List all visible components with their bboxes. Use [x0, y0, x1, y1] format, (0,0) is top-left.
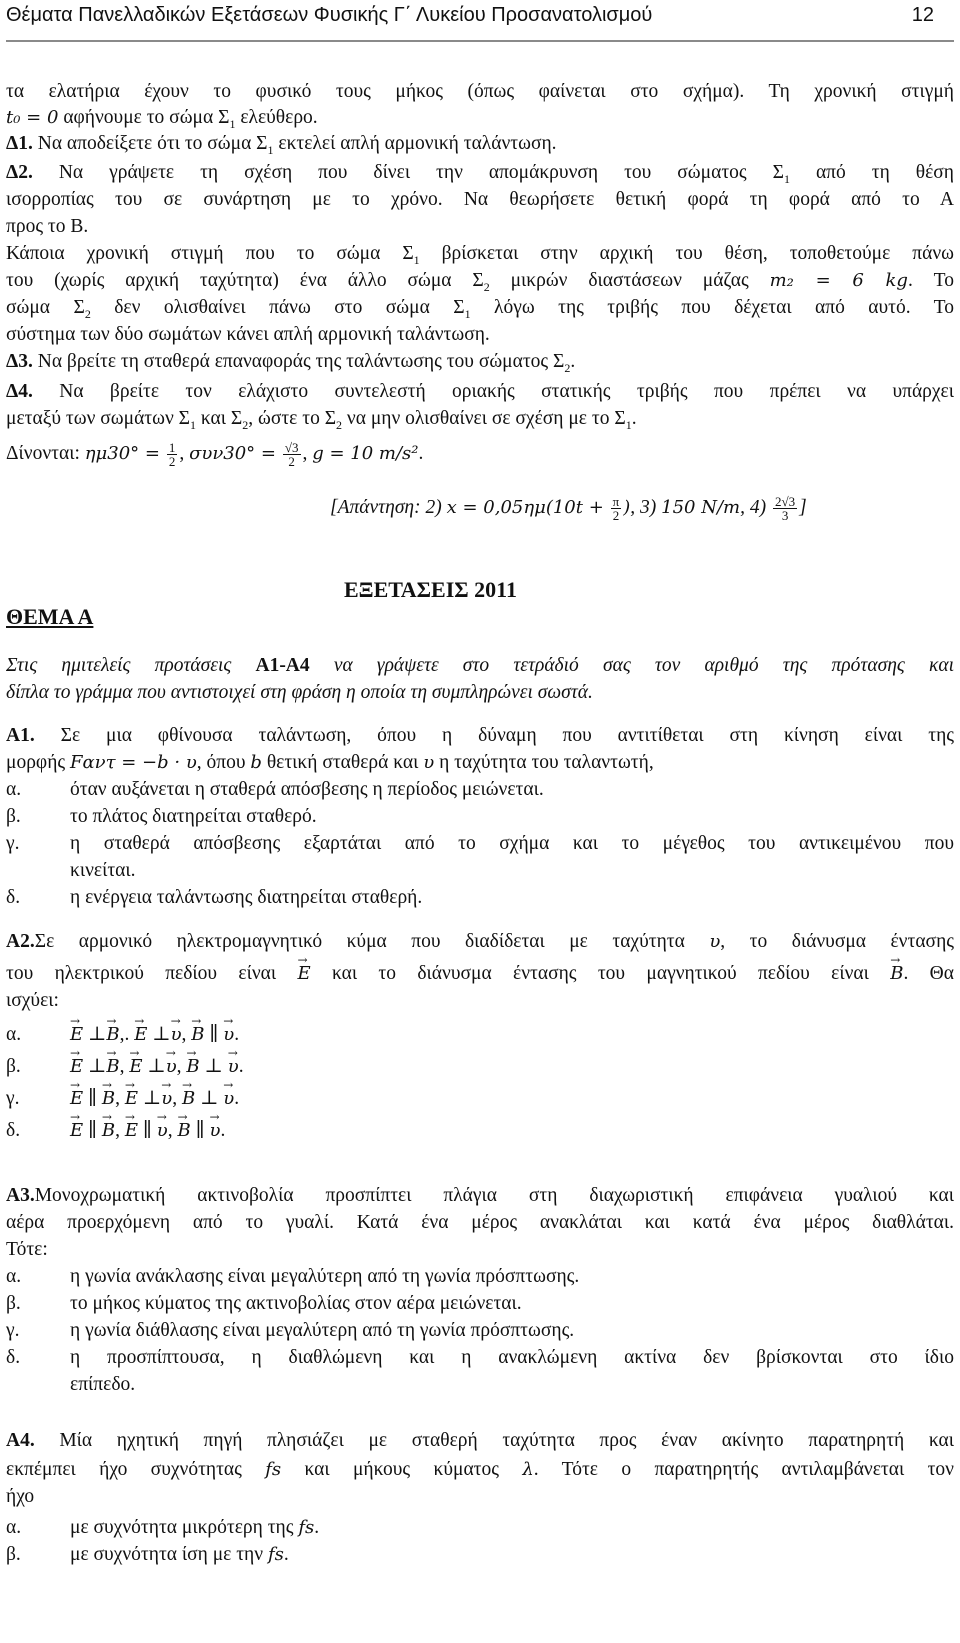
option-a1-a: α. όταν αυξάνεται η σταθερά απόσβεσης η περίοδος μειώνεται.: [6, 779, 544, 800]
fraction: $\frac{\pi}{2}$: [612, 494, 620, 524]
given-line: Δίνονται: ημ30° = $\frac{1}{2}$ , συν30° = $\frac{√3}{2}$ , g = 10 m/s².: [6, 440, 424, 470]
text-line: ήχο: [6, 1486, 35, 1507]
intro-line: δίπλα το γράμμα που αντιστοιχεί στη φράση η οποία τη συμπληρώνει σωστά.: [6, 682, 593, 703]
option-a1-c-cont: κινείται.: [70, 860, 136, 881]
text-line: μεταξύ των σωμάτων $\Sigma_1$ και $\Sigma_2$, ώστε το $\Sigma_2$ να μην ολισθαίνει σε σχέση με το $\Sigma_1$.: [6, 408, 637, 432]
question-a4: Α4. Μία ηχητική πηγή πλησιάζει με σταθερή ταχύτητα προς έναν ακίνητο παρατηρητή και: [6, 1430, 954, 1451]
fraction: $\frac{√3}{2}$: [284, 440, 299, 470]
text-line: Τότε:: [6, 1239, 48, 1260]
text-line: t₀ = 0 αφήνουμε το σώμα $\Sigma_1$ ελεύθερο.: [6, 107, 318, 131]
page-header: [6, 0, 954, 42]
option-a3-c: γ. η γωνία διάθλασης είναι μεγαλύτερη από τη γωνία πρόσπτωσης.: [6, 1320, 575, 1341]
intro-line: Στις ημιτελείς προτάσεις Α1-Α4 να γράψετε στο τετράδιό σας τον αριθμό της πρότασης και: [6, 655, 954, 676]
fraction: $\frac{2√3}{3}$: [775, 494, 796, 524]
option-a1-d: δ. η ενέργεια ταλάντωσης διατηρείται σταθερή.: [6, 887, 423, 908]
text-line: ισχύει:: [6, 990, 59, 1011]
text-line: του ηλεκτρικού πεδίου είναι → E και το διάνυσμα έντασης του μαγνητικού πεδίου είναι → B. Θα: [6, 960, 954, 987]
option-a1-b: β. το πλάτος διατηρείται σταθερό.: [6, 806, 317, 827]
question-a1: Α1. Σε μια φθίνουσα ταλάντωση, όπου η δύναμη που αντιτίθεται στη κίνηση είναι της: [6, 725, 954, 746]
section-title: ΘΕΜΑ Α: [6, 604, 94, 629]
text-line: του (χωρίς αρχική ταχύτητα) ένα άλλο σώμα $\Sigma_2$ μικρών διαστάσεων μάζας m₂ = 6 kg. Το: [6, 270, 954, 294]
option-a1-c: γ. η σταθερά απόσβεσης εξαρτάται από το σχήμα και το μέγεθος του αντικειμένου που: [6, 833, 954, 854]
option-a2-b: β.→ E ⊥→ B, → E ⊥→ υ, → B ⊥ → υ.: [6, 1053, 954, 1080]
option-a3-b: β. το μήκος κύματος της ακτινοβολίας στον αέρα μειώνεται.: [6, 1293, 522, 1314]
text-line: μορφής Fαντ = −b · υ, όπου b θετική σταθερά και υ η ταχύτητα του ταλαντωτή,: [6, 752, 654, 773]
option-a3-a: α. η γωνία ανάκλασης είναι μεγαλύτερη από τη γωνία πρόσπτωσης.: [6, 1266, 580, 1287]
text-line: εκπέμπει ήχο συχνότητας fs και μήκους κύματος λ. Τότε ο παρατηρητής αντιλαμβάνεται τον: [6, 1459, 954, 1480]
text-line: τα ελατήρια έχουν το φυσικό τους μήκος (όπως φαίνεται στο σχήμα). Τη χρονική στιγμή: [6, 81, 954, 102]
text-line: αέρα προερχόμενη από το γυαλί. Κατά ένα μέρος ανακλάται και κατά ένα μέρος διαθλάται.: [6, 1212, 954, 1233]
question-d2: Δ2. Να γράψετε τη σχέση που δίνει την απομάκρυνση του σώματος $\Sigma_1$ από τη θέση: [6, 162, 954, 186]
text-line: σώμα $\Sigma_2$ δεν ολισθαίνει πάνω στο σώμα $\Sigma_1$ λόγω της τριβής που δέχεται από αυτό. Το: [6, 297, 954, 321]
option-a4-b: β. με συχνότητα ίση με την fs.: [6, 1544, 289, 1565]
option-a2-a: α.→ E ⊥→ B,. → E ⊥→ υ, → B ∥ → υ.: [6, 1021, 954, 1048]
text-line: σύστημα των δύο σωμάτων κάνει απλή αρμονική ταλάντωση.: [6, 324, 490, 345]
text-line: προς το Β.: [6, 216, 89, 237]
text-line: ισορροπίας του σε συνάρτηση με το χρόνο. Να θεωρήσετε θετική φορά τη φορά από το Α: [6, 189, 954, 210]
question-a2: Α2.Σε αρμονικό ηλεκτρομαγνητικό κύμα που διαδίδεται με ταχύτητα υ, το διάνυσμα έντασης: [6, 931, 954, 952]
page-number: 12: [911, 4, 934, 26]
question-d1: Δ1. Να αποδείξετε ότι το σώμα $\Sigma_1$ εκτελεί απλή αρμονική ταλάντωση.: [6, 133, 557, 157]
text-line: Κάποια χρονική στιγμή που το σώμα $\Sigma_1$ βρίσκεται στην αρχική του θέση, τοποθετούμε πάνω: [6, 243, 954, 267]
question-d4: Δ4. Να βρείτε τον ελάχιστο συντελεστή οριακής στατικής τριβής που πρέπει να υπάρχει: [6, 381, 954, 402]
fraction: $\frac{1}{2}$: [168, 440, 176, 470]
answer-line: [Απάντηση: 2) x = 0,05ημ(10t + $\frac{\pi}{2}$ ), 3) 150 N/m, 4) $\frac{2√3}{3}$ ]: [330, 494, 807, 524]
header-title: Θέματα Πανελλαδικών Εξετάσεων Φυσικής Γ΄ Λυκείου Προσανατολισμού: [6, 4, 653, 26]
option-a3-d-cont: επίπεδο.: [70, 1374, 136, 1395]
question-a3: Α3.Μονοχρωματική ακτινοβολία προσπίπτει πλάγια στη διαχωριστική επιφάνεια γυαλιού και: [6, 1185, 954, 1206]
question-d3: Δ3. Να βρείτε τη σταθερά επαναφοράς της ταλάντωσης του σώματος $\Sigma_2$.: [6, 351, 576, 375]
exam-title: ΕΞΕΤΑΣΕΙΣ 2011: [344, 577, 517, 602]
option-a4-a: α. με συχνότητα μικρότερη της fs.: [6, 1517, 320, 1538]
option-a2-c: γ.→ E ∥ → B, → E ⊥→ υ, → B ⊥ → υ.: [6, 1085, 954, 1112]
option-a3-d: δ. η προσπίπτουσα, η διαθλώμενη και η ανακλώμενη ακτίνα δεν βρίσκονται στο ίδιο: [6, 1347, 954, 1368]
option-a2-d: δ.→ E ∥ → B, → E ∥ → υ, → B ∥ → υ.: [6, 1117, 954, 1144]
